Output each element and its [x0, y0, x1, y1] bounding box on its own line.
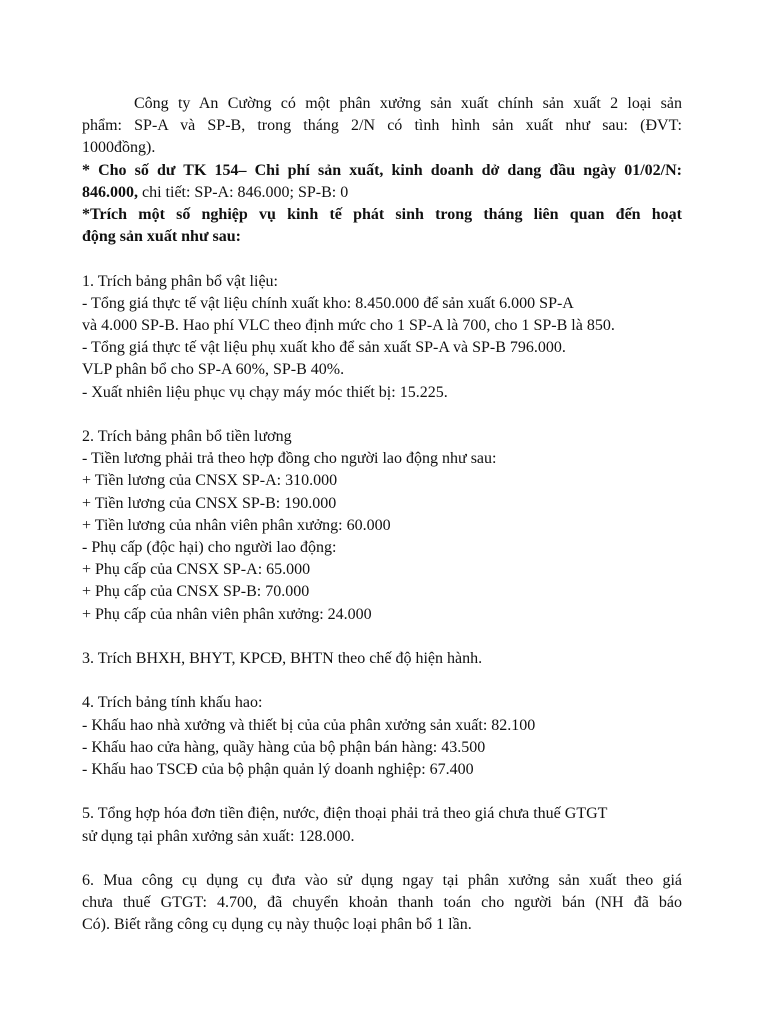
- section-3-insurance: [82, 648, 682, 670]
- section-6-tools: [82, 870, 682, 937]
- section-1-line-2: và 4.000 SP-B. Hao phí VLC theo định mức cho 1 SP-A là 700, cho 1 SP-B là 850.: [82, 317, 615, 335]
- balance-detail: chi tiết: SP-A: 846.000; SP-B: 0: [138, 183, 349, 201]
- section-5-line-2: sử dụng tại phân xưởng sản xuất: 128.000.: [82, 827, 355, 845]
- section-2-line-5: - Phụ cấp (độc hại) cho người lao động:: [82, 539, 337, 557]
- balance-amount: 846.000,: [82, 183, 138, 201]
- section-3-title: 3. Trích BHXH, BHYT, KPCĐ, BHTN theo chế độ hiện hành.: [82, 650, 483, 668]
- document-body: [82, 93, 682, 937]
- heading-line-2: động sản xuất như sau:: [82, 228, 241, 246]
- section-2-line-7: + Phụ cấp của CNSX SP-B: 70.000: [82, 583, 310, 601]
- section-1-materials: [82, 271, 682, 404]
- section-2-line-1: - Tiền lương phải trả theo hợp đồng cho người lao động như sau:: [82, 450, 497, 468]
- intro-paragraph: [82, 93, 682, 160]
- intro-line-3: 1000đồng).: [82, 139, 156, 157]
- section-4-depreciation: [82, 692, 682, 781]
- spacer: [82, 781, 682, 803]
- spacer: [82, 404, 682, 426]
- section-2-salary: [82, 426, 682, 626]
- section-4-line-3: - Khấu hao TSCĐ của bộ phận quản lý doanh nghiệp: 67.400: [82, 761, 474, 779]
- opening-balance: [82, 160, 682, 204]
- section-4-line-1: - Khấu hao nhà xưởng và thiết bị của của phân xưởng sản xuất: 82.100: [82, 716, 536, 734]
- balance-line-2: [82, 182, 682, 204]
- section-5-utilities: [82, 803, 682, 847]
- section-6-line-1: 6. Mua công cụ dụng cụ đưa vào sử dụng ngay tại phân xưởng sản xuất theo giá: [82, 872, 682, 890]
- section-4-title: 4. Trích bảng tính khấu hao:: [82, 694, 263, 712]
- section-2-line-3: + Tiền lương của CNSX SP-B: 190.000: [82, 494, 337, 512]
- spacer: [82, 248, 682, 270]
- balance-line-1: * Cho số dư TK 154– Chi phí sản xuất, kinh doanh dở dang đầu ngày 01/02/N:: [82, 161, 682, 179]
- section-2-line-6: + Phụ cấp của CNSX SP-A: 65.000: [82, 561, 311, 579]
- section-1-line-3: - Tổng giá thực tế vật liệu phụ xuất kho để sản xuất SP-A và SP-B 796.000.: [82, 339, 566, 357]
- intro-line-1: Công ty An Cường có một phân xưởng sản xuất chính sản xuất 2 loại sản: [134, 95, 682, 112]
- transactions-heading: [82, 204, 682, 248]
- section-1-line-1: - Tổng giá thực tế vật liệu chính xuất kho: 8.450.000 để sản xuất 6.000 SP-A: [82, 294, 574, 312]
- spacer: [82, 848, 682, 870]
- section-2-line-8: + Phụ cấp của nhân viên phân xưởng: 24.000: [82, 605, 372, 623]
- section-5-line-1: 5. Tổng hợp hóa đơn tiền điện, nước, điện thoại phải trả theo giá chưa thuế GTGT: [82, 805, 608, 823]
- section-1-line-5: - Xuất nhiên liệu phục vụ chạy máy móc thiết bị: 15.225.: [82, 383, 448, 401]
- spacer: [82, 626, 682, 648]
- intro-line-2: phẩm: SP-A và SP-B, trong tháng 2/N có tình hình sản xuất như sau: (ĐVT:: [82, 117, 682, 135]
- section-6-line-3: Có). Biết rằng công cụ dụng cụ này thuộc loại phân bổ 1 lần.: [82, 916, 472, 934]
- section-1-line-4: VLP phân bổ cho SP-A 60%, SP-B 40%.: [82, 361, 345, 379]
- heading-line-1: *Trích một số nghiệp vụ kinh tế phát sinh trong tháng liên quan đến hoạt: [82, 206, 682, 224]
- section-6-line-2: chưa thuế GTGT: 4.700, đã chuyển khoản thanh toán cho người bán (NH đã báo: [82, 894, 682, 912]
- spacer: [82, 670, 682, 692]
- section-4-line-2: - Khấu hao cửa hàng, quầy hàng của bộ phận bán hàng: 43.500: [82, 738, 486, 756]
- section-1-title: 1. Trích bảng phân bổ vật liệu:: [82, 272, 278, 290]
- section-2-line-2: + Tiền lương của CNSX SP-A: 310.000: [82, 472, 338, 490]
- section-2-title: 2. Trích bảng phân bổ tiền lương: [82, 428, 292, 446]
- section-2-line-4: + Tiền lương của nhân viên phân xưởng: 60.000: [82, 516, 391, 534]
